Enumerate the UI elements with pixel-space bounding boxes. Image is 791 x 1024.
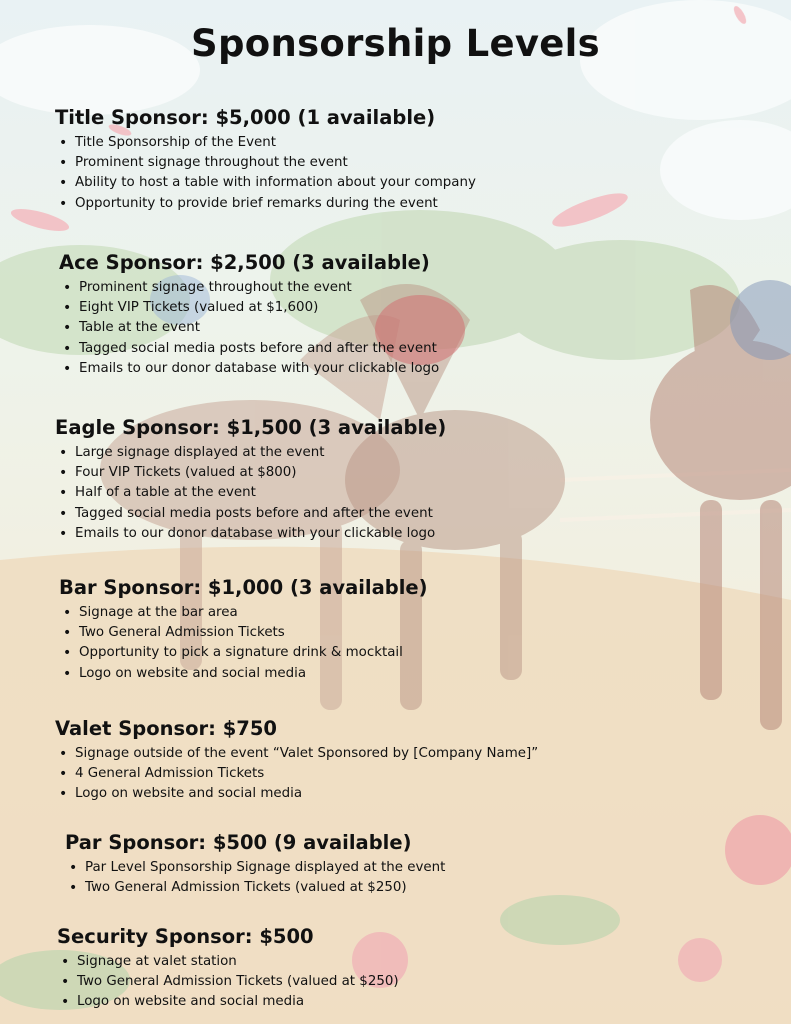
eagle-sponsor-section <box>55 416 446 544</box>
benefit-item: • Prominent signage throughout the event <box>59 278 439 298</box>
benefit-item: • Tagged social media posts before and after the event <box>59 339 439 359</box>
benefit-item: • Title Sponsorship of the Event <box>55 133 476 153</box>
par-sponsor-section <box>65 831 445 898</box>
benefit-list <box>55 443 446 544</box>
benefit-list <box>59 278 439 379</box>
benefit-item: • Logo on website and social media <box>55 784 538 804</box>
section-heading: Eagle Sponsor: $1,500 (3 available) <box>55 416 447 439</box>
benefit-item: • Four VIP Tickets (valued at $800) <box>55 463 446 483</box>
benefit-item: • 4 General Admission Tickets <box>55 764 538 784</box>
benefit-item: • Two General Admission Tickets (valued at $250) <box>65 878 445 898</box>
section-heading: Security Sponsor: $500 <box>57 925 314 948</box>
benefit-item: • Signage outside of the event “Valet Sponsored by [Company Name]” <box>55 744 538 764</box>
benefit-item: • Large signage displayed at the event <box>55 443 446 463</box>
security-sponsor-section <box>57 925 399 1013</box>
benefit-item: • Logo on website and social media <box>57 992 399 1012</box>
benefit-item: • Par Level Sponsorship Signage displayed at the event <box>65 858 445 878</box>
benefit-item: • Signage at valet station <box>57 952 399 972</box>
benefit-list <box>55 133 476 214</box>
page-title: Sponsorship Levels <box>191 22 600 65</box>
benefit-list <box>65 858 445 898</box>
benefit-item: • Emails to our donor database with your clickable logo <box>59 359 439 379</box>
bar-sponsor-section <box>59 576 428 684</box>
benefit-item: • Eight VIP Tickets (valued at $1,600) <box>59 298 439 318</box>
benefit-item: • Half of a table at the event <box>55 483 446 503</box>
section-heading: Bar Sponsor: $1,000 (3 available) <box>59 576 428 599</box>
benefit-item: • Logo on website and social media <box>59 664 428 684</box>
section-heading: Par Sponsor: $500 (9 available) <box>65 831 412 854</box>
section-heading: Valet Sponsor: $750 <box>55 717 277 740</box>
benefit-list <box>59 603 428 684</box>
benefit-item: • Ability to host a table with information about your company <box>55 173 476 193</box>
benefit-list <box>57 952 399 1013</box>
benefit-item: • Prominent signage throughout the event <box>55 153 476 173</box>
title-sponsor-section <box>55 106 476 214</box>
benefit-item: • Opportunity to provide brief remarks during the event <box>55 194 476 214</box>
benefit-list <box>55 744 538 805</box>
ace-sponsor-section <box>59 251 439 379</box>
section-heading: Ace Sponsor: $2,500 (3 available) <box>59 251 430 274</box>
benefit-item: • Two General Admission Tickets <box>59 623 428 643</box>
benefit-item: • Two General Admission Tickets (valued at $250) <box>57 972 399 992</box>
valet-sponsor-section <box>55 717 538 805</box>
benefit-item: • Tagged social media posts before and after the event <box>55 504 446 524</box>
benefit-item: • Table at the event <box>59 318 439 338</box>
benefit-item: • Emails to our donor database with your clickable logo <box>55 524 446 544</box>
benefit-item: • Opportunity to pick a signature drink & mocktail <box>59 643 428 663</box>
section-heading: Title Sponsor: $5,000 (1 available) <box>55 106 436 129</box>
benefit-item: • Signage at the bar area <box>59 603 428 623</box>
